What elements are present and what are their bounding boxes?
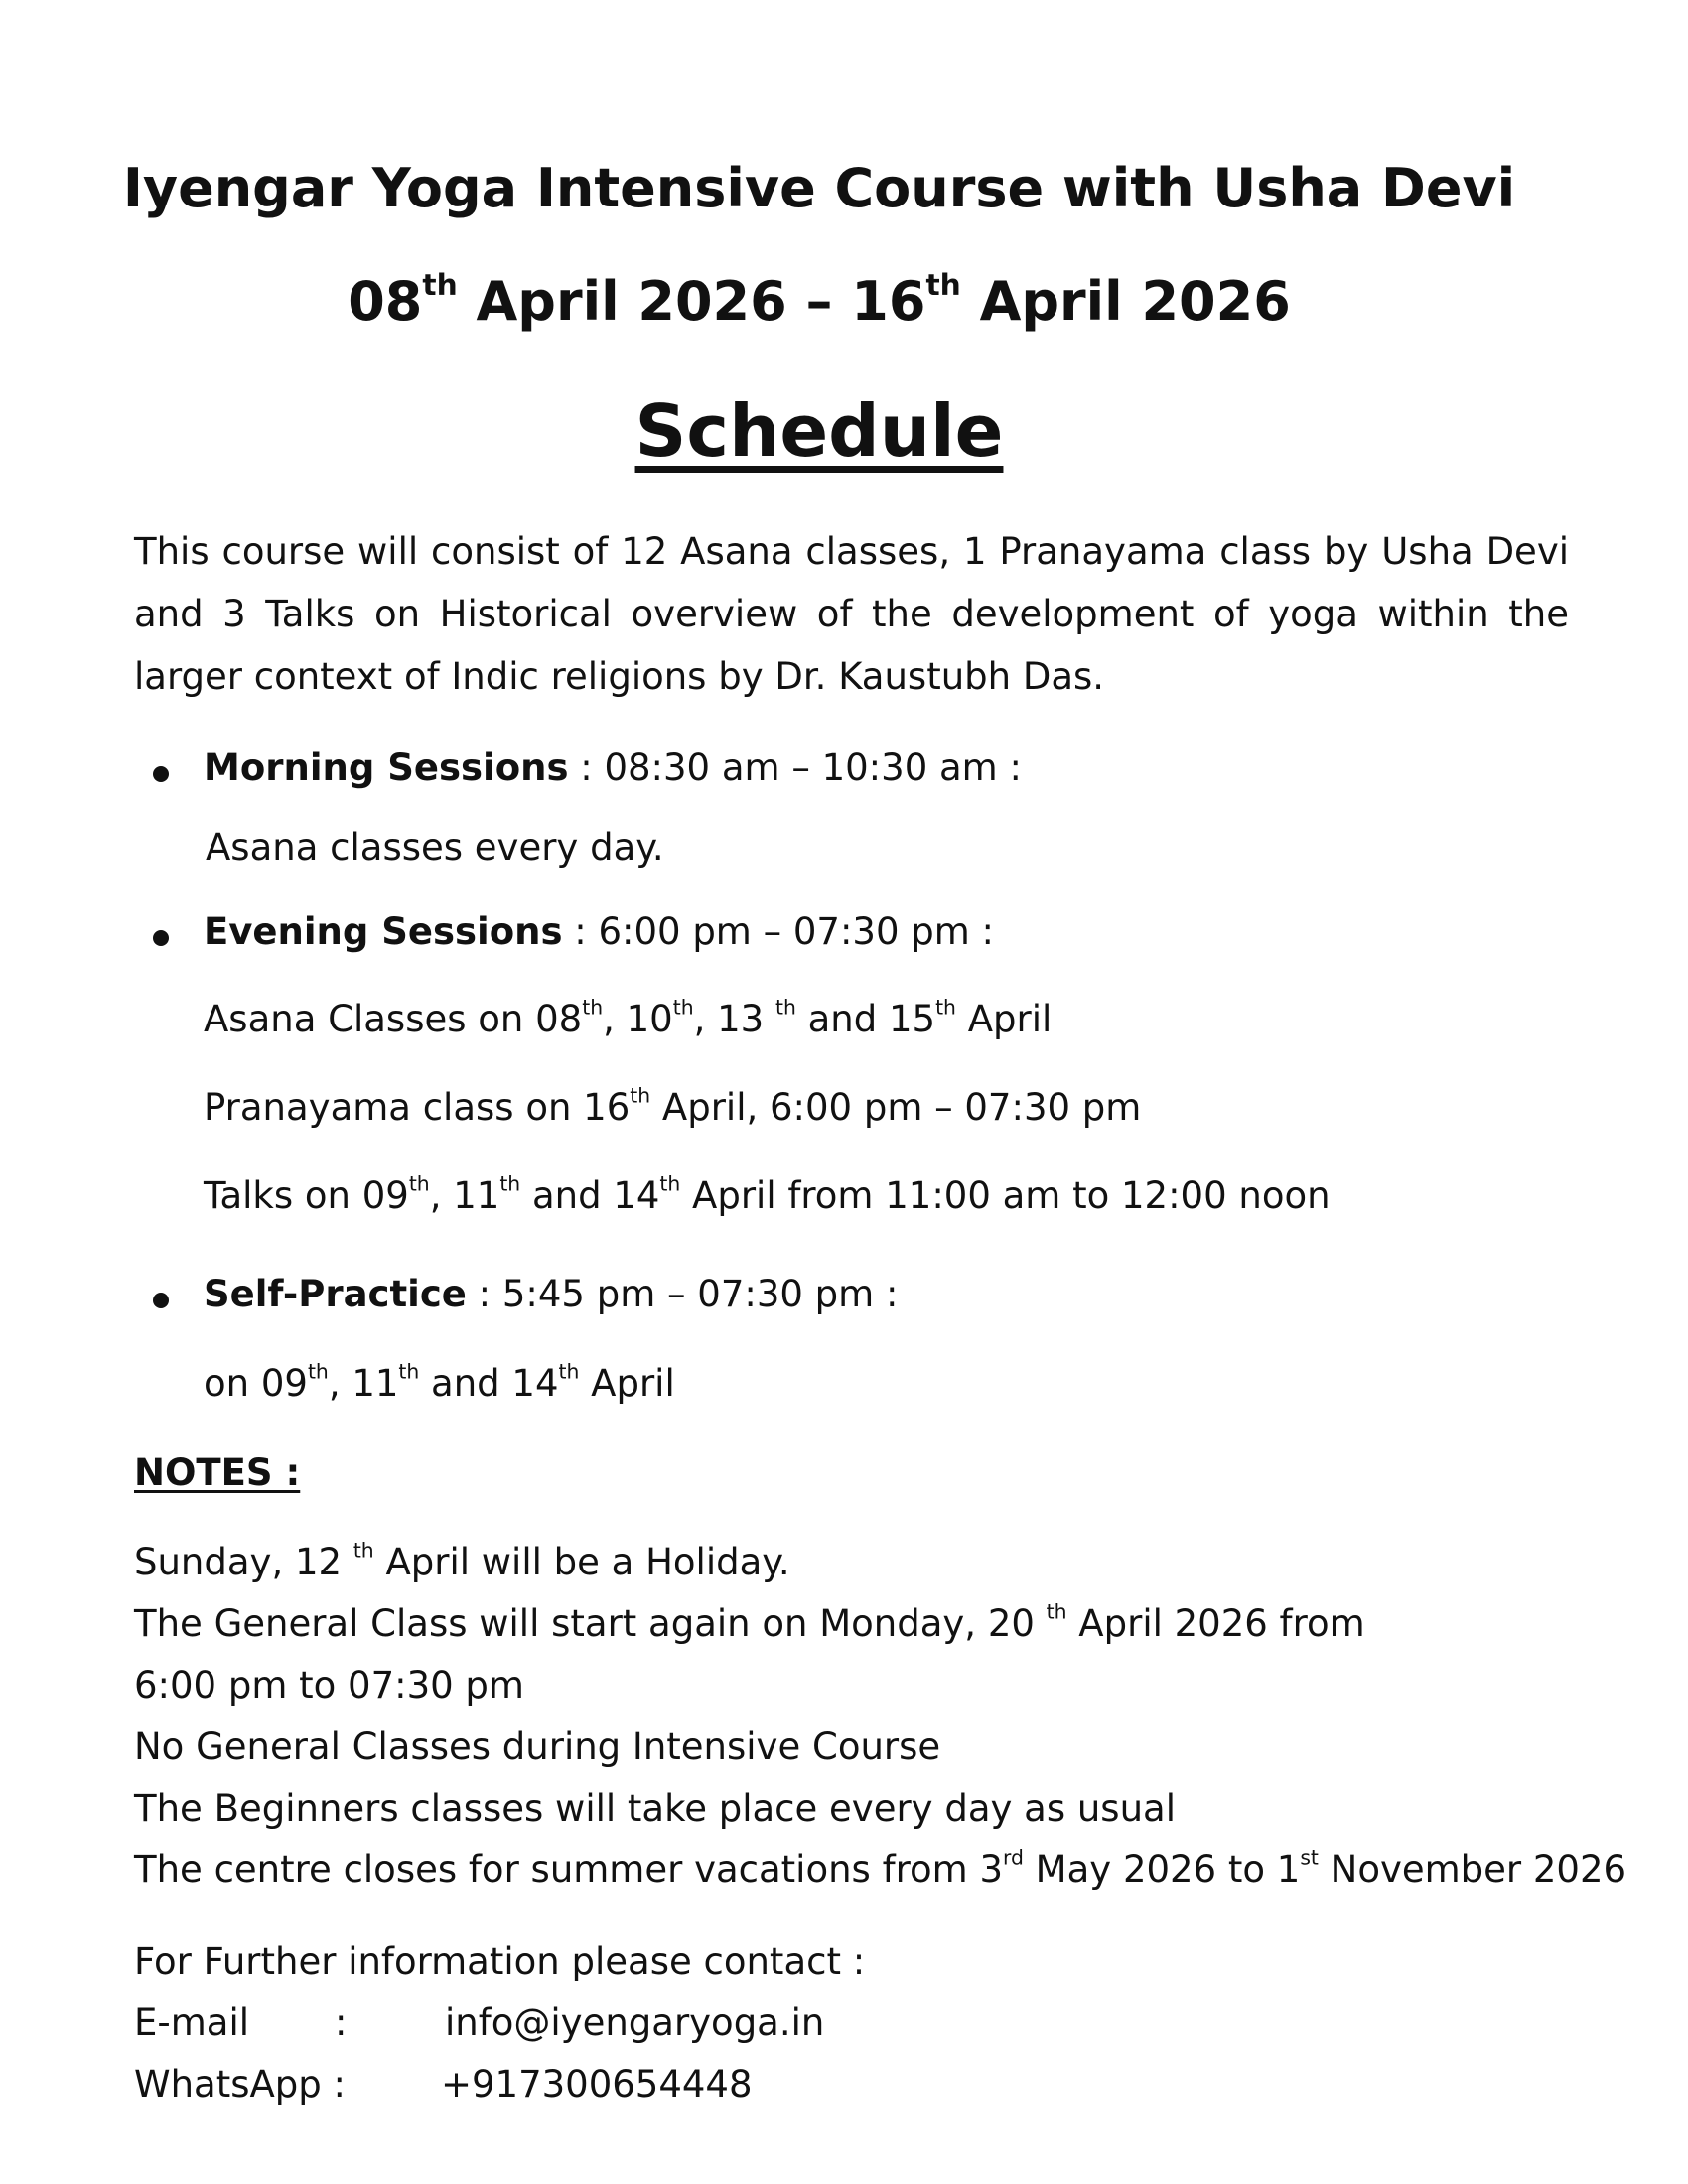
self-practice-dates: on 09th, 11th and 14th April bbox=[204, 1359, 675, 1405]
email-colon: : bbox=[335, 2001, 348, 2044]
email-label: E-mail bbox=[134, 2001, 250, 2044]
note-general-time: 6:00 pm to 07:30 pm bbox=[134, 1664, 524, 1706]
bullet-icon bbox=[153, 1293, 169, 1308]
evening-sessions: Evening Sessions : 6:00 pm – 07:30 pm : bbox=[204, 910, 995, 953]
intro-paragraph: This course will consist of 12 Asana classes, 1 Pranayama class by Usha Devi and 3 Talks on Historical overview of the development of yoga within the larger context of Indic religions by Dr. Kaustubh Das. bbox=[134, 530, 1569, 698]
note-general-class: The General Class will start again on Monday, 20 $^{th}$ April 2026 from bbox=[134, 1599, 1365, 1645]
note-centre-closes: The centre closes for summer vacations from 3rd May 2026 to 1st November 2026 bbox=[134, 1845, 1627, 1891]
evening-pranayama: Pranayama class on 16th April, 6:00 pm – 07:30 pm bbox=[204, 1083, 1142, 1129]
schedule-heading: Schedule bbox=[634, 389, 1004, 473]
morning-detail: Asana classes every day. bbox=[206, 826, 664, 869]
whatsapp-label: WhatsApp : bbox=[134, 2063, 347, 2106]
whatsapp-number[interactable]: +917300654448 bbox=[441, 2063, 753, 2106]
morning-sessions: Morning Sessions : 08:30 am – 10:30 am : bbox=[204, 747, 1022, 789]
contact-intro: For Further information please contact : bbox=[134, 1940, 866, 1982]
evening-asana: Asana Classes on 08th, 10th, 13 $^{th}$ and 15th April bbox=[204, 995, 1053, 1040]
email-link[interactable]: info@iyengaryoga.in bbox=[445, 2001, 825, 2044]
bullet-icon bbox=[153, 766, 169, 782]
course-dates: 08th April 2026 – 16th April 2026 bbox=[348, 267, 1291, 333]
note-no-general: No General Classes during Intensive Course bbox=[134, 1725, 941, 1768]
note-holiday: Sunday, 12 $^{th}$ April will be a Holiday. bbox=[134, 1538, 790, 1583]
evening-talks: Talks on 09th, 11th and 14th April from 11:00 am to 12:00 noon bbox=[204, 1171, 1331, 1217]
page-title: Iyengar Yoga Intensive Course with Usha Devi bbox=[122, 157, 1516, 219]
bullet-icon bbox=[153, 930, 169, 946]
self-practice: Self-Practice : 5:45 pm – 07:30 pm : bbox=[204, 1273, 899, 1315]
note-beginners: The Beginners classes will take place every day as usual bbox=[134, 1787, 1176, 1830]
notes-heading: NOTES : bbox=[134, 1451, 301, 1494]
